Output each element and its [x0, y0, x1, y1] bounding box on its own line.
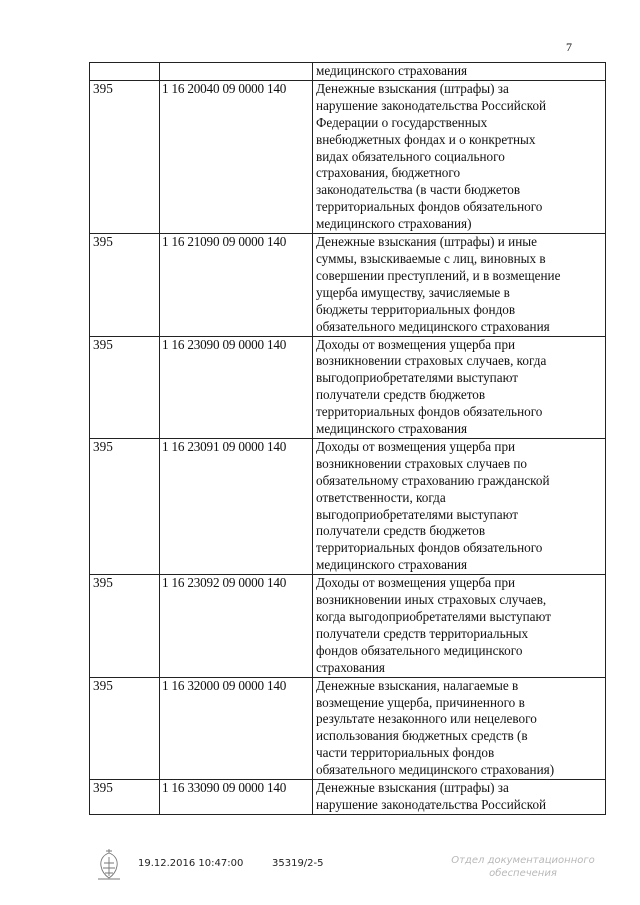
description-cell: Доходы от возмещения ущерба при возникновении иных страховых случаев, когда выгодоприобретателями выступают получатели средств территориальных фондов обязательного медицинского страхования [313, 575, 606, 677]
table-row [90, 677, 606, 779]
page-number: 7 [566, 40, 572, 54]
code-cell: 1 16 23092 09 0000 140 [160, 575, 313, 677]
table-row [90, 438, 606, 574]
admin-cell [90, 63, 160, 81]
watermark-line: Отдел документационного [451, 855, 595, 866]
table-row [90, 780, 606, 815]
code-cell: 1 16 23090 09 0000 140 [160, 336, 313, 438]
code-cell: 1 16 23091 09 0000 140 [160, 438, 313, 574]
code-cell: 1 16 32000 09 0000 140 [160, 677, 313, 779]
department-watermark [448, 854, 598, 880]
admin-cell: 395 [90, 438, 160, 574]
code-cell: 1 16 20040 09 0000 140 [160, 80, 313, 233]
footer-datetime: 19.12.2016 10:47:00 [138, 858, 244, 869]
table-row [90, 575, 606, 677]
admin-cell: 395 [90, 336, 160, 438]
watermark-line: обеспечения [489, 868, 557, 879]
description-cell: Денежные взыскания (штрафы) за нарушение законодательства Российской Федерации о государственных внебюджетных фондах и о конкретных видах обязательного социального страхования, бюджетного законодательства (в части бюджетов территориальных фондов обязательного медицинского страхования) [313, 80, 606, 233]
admin-cell: 395 [90, 780, 160, 815]
description-cell: Денежные взыскания, налагаемые в возмещение ущерба, причиненного в результате незаконного или нецелевого использования бюджетных средств (в части территориальных фондов обязательного медицинского страхования) [313, 677, 606, 779]
description-cell: медицинского страхования [313, 63, 606, 81]
admin-cell: 395 [90, 80, 160, 233]
description-cell: Доходы от возмещения ущерба при возникновении страховых случаев по обязательному страхованию гражданской ответственности, когда выгодоприобретателями выступают получатели средств бюджетов территориальных фондов обязательного медицинского страхования [313, 438, 606, 574]
table-row-continuation [90, 63, 606, 81]
revenue-codes-table [89, 62, 606, 815]
table-row [90, 80, 606, 233]
description-cell: Денежные взыскания (штрафы) за нарушение законодательства Российской [313, 780, 606, 815]
description-cell: Доходы от возмещения ущерба при возникновении страховых случаев, когда выгодоприобретателями выступают получатели средств бюджетов территориальных фондов обязательного медицинского страхования [313, 336, 606, 438]
code-cell [160, 63, 313, 81]
footer-doc-number: 35319/2-5 [272, 858, 324, 869]
admin-cell: 395 [90, 677, 160, 779]
table-row [90, 336, 606, 438]
admin-cell: 395 [90, 234, 160, 336]
emblem-icon [94, 847, 124, 881]
code-cell: 1 16 21090 09 0000 140 [160, 234, 313, 336]
table-row [90, 234, 606, 336]
code-cell: 1 16 33090 09 0000 140 [160, 780, 313, 815]
admin-cell: 395 [90, 575, 160, 677]
description-cell: Денежные взыскания (штрафы) и иные суммы, взыскиваемые с лиц, виновных в совершении преступлений, и в возмещение ущерба имуществу, зачисляемые в бюджеты территориальных фондов обязательного медицинского страхования [313, 234, 606, 336]
